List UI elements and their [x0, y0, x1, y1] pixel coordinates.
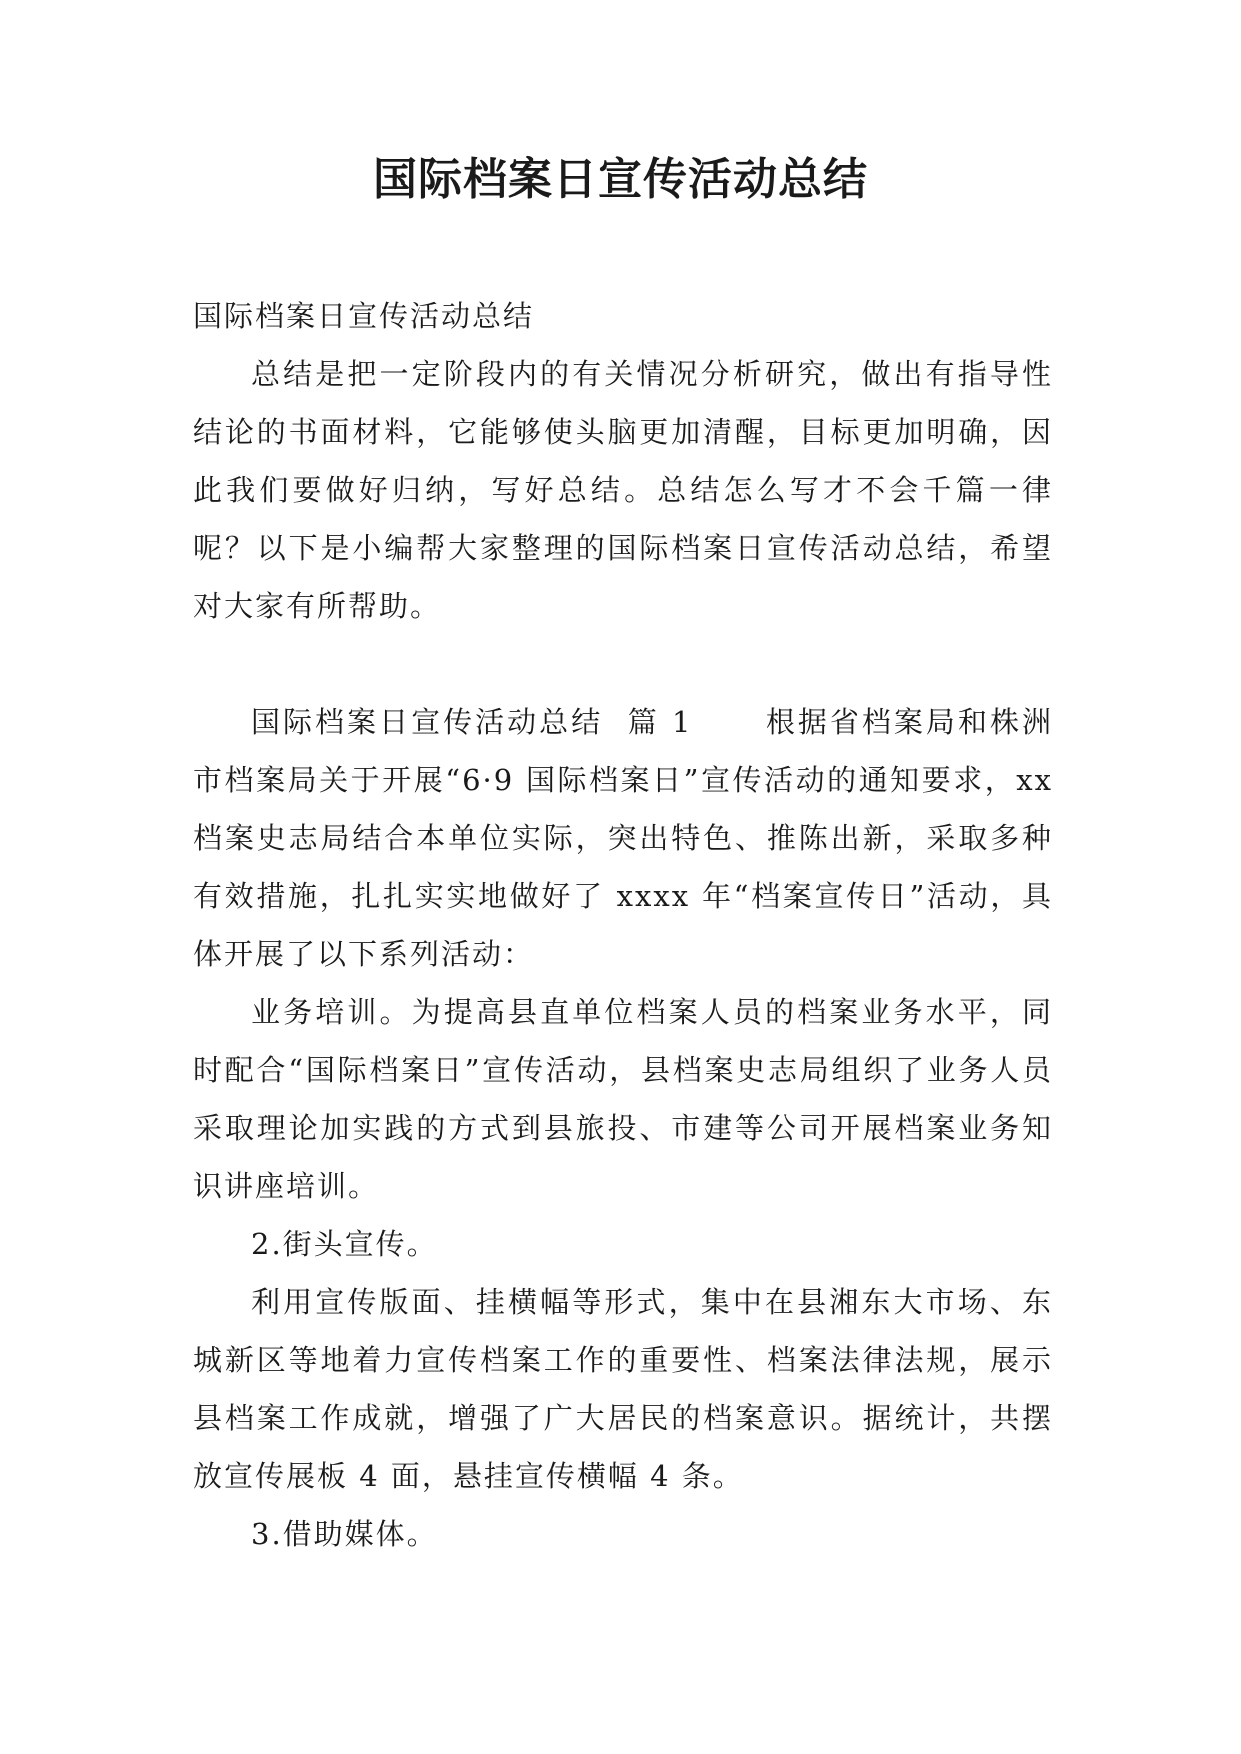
- media-heading-paragraph: 3.借助媒体。: [251, 1517, 438, 1551]
- paragraph-spacer: [193, 635, 1053, 693]
- document-title: 国际档案日宣传活动总结: [373, 154, 868, 205]
- section-1-paragraph: 国际档案日宣传活动总结 篇 1 根据省档案局和株洲市档案局关于开展“6·9 国际档案日”宣传活动的通知要求，xx 档案史志局结合本单位实际，突出特色、推陈出新，采取多种有效措施，扎扎实实地做好了 xxxx 年“档案宣传日”活动，具体开展了以下系列活动：: [193, 705, 1065, 971]
- training-paragraph: 业务培训。为提高县直单位档案人员的档案业务水平，同时配合“国际档案日”宣传活动，县档案史志局组织了业务人员采取理论加实践的方式到县旅投、市建等公司开展档案业务知识讲座培训。: [193, 995, 1053, 1203]
- street-paragraph: 利用宣传版面、挂横幅等形式，集中在县湘东大市场、东城新区等地着力宣传档案工作的重要性、档案法律法规，展示县档案工作成就，增强了广大居民的档案意识。据统计，共摆放宣传展板 4 面，悬挂宣传横幅 4 条。: [193, 1285, 1053, 1493]
- street-heading-paragraph: 2.街头宣传。: [251, 1227, 438, 1261]
- subtitle-paragraph: 国际档案日宣传活动总结: [193, 299, 535, 333]
- intro-paragraph: 总结是把一定阶段内的有关情况分析研究，做出有指导性结论的书面材料，它能够使头脑更加清醒，目标更加明确，因此我们要做好归纳，写好总结。总结怎么写才不会千篇一律呢？以下是小编帮大家整理的国际档案日宣传活动总结，希望对大家有所帮助。: [193, 357, 1053, 623]
- document-body: [193, 287, 1065, 1563]
